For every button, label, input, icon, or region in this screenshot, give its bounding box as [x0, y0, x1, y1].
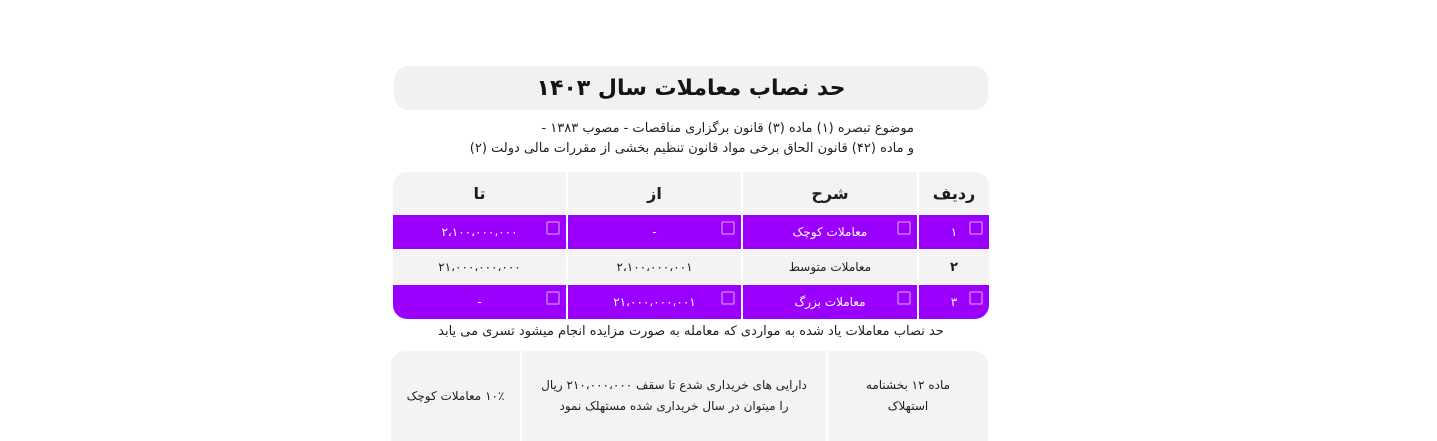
- table-row: [393, 215, 989, 249]
- logo-icon: [897, 221, 911, 235]
- header-radif: ردیف: [919, 172, 989, 214]
- watermark-logo: [897, 291, 911, 305]
- cell-sharh: معاملات متوسط: [743, 250, 917, 284]
- subtitle-line-1: موضوع تبصره (۱) ماده (۳) قانون برگزاری مناقصات - مصوب ۱۳۸۳ -: [541, 121, 914, 136]
- description-line-2: را میتوان در سال خریداری شده مستهلک نمود: [559, 399, 789, 413]
- page-title: حد نصاب معاملات سال ۱۴۰۳: [536, 75, 846, 101]
- watermark-logo: [969, 291, 983, 305]
- cell-az: [568, 285, 741, 319]
- cell-sharh: [743, 215, 917, 249]
- depreciation-description: [522, 351, 826, 441]
- cell-az: [568, 215, 741, 249]
- thresholds-table: [393, 172, 989, 319]
- cell-az-value: ۲۱،۰۰۰،۰۰۰،۰۰۱: [613, 295, 696, 309]
- watermark-logo: [969, 221, 983, 235]
- description-line-1: دارایی های خریداری شدع تا سقف ۲۱۰،۰۰۰،۰۰۰ ریال: [541, 378, 807, 392]
- header-ta: تا: [393, 172, 566, 214]
- table-header-row: [393, 172, 989, 214]
- logo-icon: [721, 221, 735, 235]
- cell-ta: [393, 215, 566, 249]
- cell-ta-value: ۲،۱۰۰،۰۰۰،۰۰۰: [441, 225, 518, 239]
- cell-radif-value: ۱: [950, 225, 958, 239]
- depreciation-table: [391, 351, 988, 441]
- cell-az-value: -: [652, 225, 657, 239]
- table-row: [393, 250, 989, 284]
- watermark-logo: [546, 221, 560, 235]
- logo-icon: [897, 291, 911, 305]
- cell-az: ۲،۱۰۰،۰۰۰،۰۰۱: [568, 250, 741, 284]
- cell-ta-value: -: [477, 295, 482, 309]
- logo-icon: [546, 221, 560, 235]
- cell-sharh-value: معاملات بزرگ: [794, 295, 866, 309]
- cell-radif: [919, 215, 989, 249]
- depreciation-article-text: ماده ۱۲ بخشنامه استهلاک: [865, 378, 951, 413]
- title-box: [394, 66, 988, 110]
- watermark-logo: [546, 291, 560, 305]
- subtitle: [394, 119, 914, 159]
- cell-radif-value: ۳: [950, 295, 958, 309]
- cell-radif: [919, 285, 989, 319]
- header-sharh: شرح: [743, 172, 917, 214]
- table-row: [393, 285, 989, 319]
- depreciation-description-text: [541, 375, 807, 417]
- logo-icon: [969, 221, 983, 235]
- cell-ta: [393, 285, 566, 319]
- watermark-logo: [721, 221, 735, 235]
- cell-ta: ۲۱،۰۰۰،۰۰۰،۰۰۰: [393, 250, 566, 284]
- logo-icon: [546, 291, 560, 305]
- depreciation-article: [828, 351, 988, 441]
- subtitle-line-2: و ماده (۴۲) قانون الحاق برخی مواد قانون تنظیم بخشی از مقررات مالی دولت (۲): [469, 141, 914, 156]
- cell-radif: ۲: [919, 250, 989, 284]
- logo-icon: [721, 291, 735, 305]
- auction-note: حد نصاب معاملات یاد شده به مواردی که معامله به صورت مزایده انجام میشود تسری می یابد: [438, 324, 944, 339]
- logo-icon: [969, 291, 983, 305]
- header-az: از: [568, 172, 741, 214]
- cell-sharh: [743, 285, 917, 319]
- watermark-logo: [721, 291, 735, 305]
- watermark-logo: [897, 221, 911, 235]
- cell-sharh-value: معاملات کوچک: [792, 225, 868, 239]
- depreciation-threshold: ۱۰٪ معاملات کوچک: [391, 351, 520, 441]
